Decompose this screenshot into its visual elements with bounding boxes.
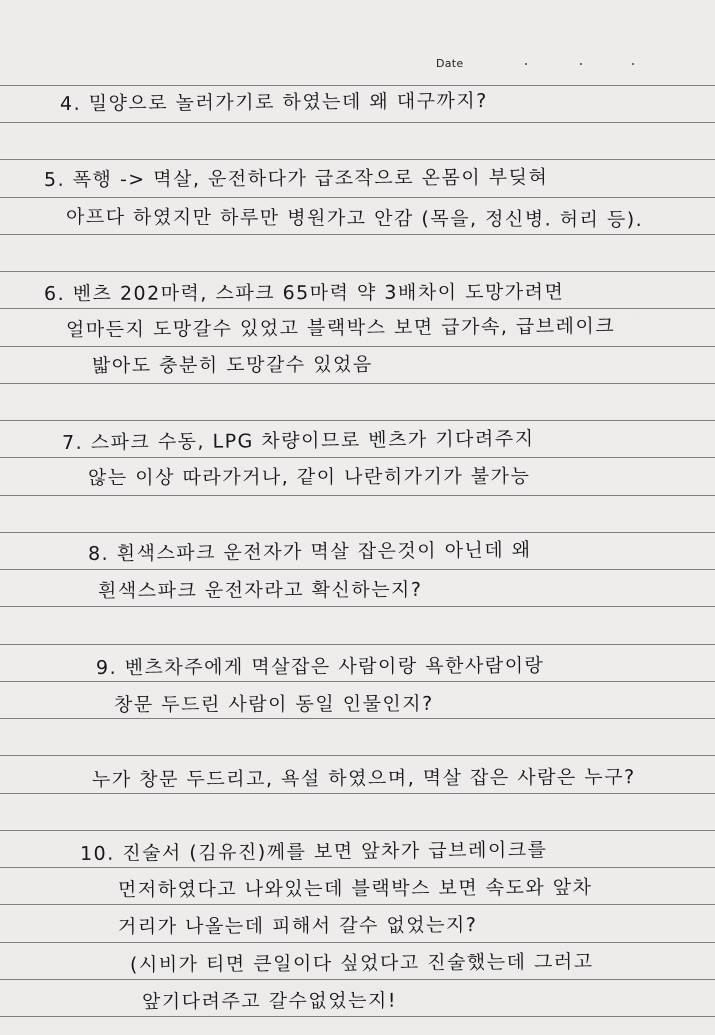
note-line: 먼저하였다고 나와있는데 블랙박스 보면 속도와 앞차	[117, 876, 593, 901]
ruled-line	[0, 495, 715, 496]
ruled-line	[0, 85, 715, 86]
note-line: 않는 이상 따라가거나, 같이 나란히가기가 불가능	[87, 465, 531, 489]
date-dot	[525, 63, 527, 65]
note-line: 얼마든지 도망갈수 있었고 블랙박스 보면 급가속, 급브레이크	[65, 315, 616, 341]
ruled-line	[0, 681, 715, 682]
ruled-line	[0, 122, 715, 123]
ruled-line	[0, 532, 715, 533]
ruled-line	[0, 755, 715, 756]
ruled-line	[0, 383, 715, 384]
note-line: 7. 스파크 수동, LPG 차량이므로 벤츠가 기다려주지	[61, 427, 535, 454]
ruled-line	[0, 644, 715, 645]
ruled-line	[0, 159, 715, 160]
ruled-line	[0, 904, 715, 905]
ruled-line	[0, 308, 715, 309]
note-line: 흰색스파크 운전자라고 확신하는지?	[97, 578, 423, 602]
note-line: 앞기다려주고 갈수없었는지!	[141, 989, 397, 1013]
note-line: 6. 벤츠 202마력, 스파크 65마력 약 3배차이 도망가려면	[43, 281, 565, 305]
ruled-line	[0, 830, 715, 831]
date-dot	[580, 63, 582, 65]
ruled-line	[0, 867, 715, 868]
note-line: (시비가 티면 큰일이다 싶었다고 진술했는데 그러고	[129, 950, 594, 976]
date-dot	[632, 63, 634, 65]
ruled-line	[0, 979, 715, 980]
ruled-line	[0, 346, 715, 347]
ruled-line	[0, 1016, 715, 1017]
note-line: 거리가 나올는데 피해서 갈수 없었는지?	[117, 914, 478, 938]
ruled-line	[0, 569, 715, 570]
note-line: 9. 벤츠차주에게 멱살잡은 사람이랑 욕한사람이랑	[95, 654, 545, 679]
note-line: 창문 두드린 사람이 동일 인물인지?	[113, 692, 434, 716]
ruled-line	[0, 942, 715, 943]
ruled-line	[0, 420, 715, 421]
ruled-line	[0, 197, 715, 198]
note-line: 5. 폭행 -> 멱살, 운전하다가 급조작으로 온몸이 부딪혀	[43, 166, 549, 191]
ruled-line	[0, 271, 715, 272]
ruled-line	[0, 234, 715, 235]
note-line: 아프다 하였지만 하루만 병원가고 안감 (목을, 정신병. 허리 등).	[65, 206, 644, 232]
date-label: Date	[436, 57, 464, 70]
note-line: 누가 창문 두드리고, 욕설 하였으며, 멱살 잡은 사람은 누구?	[91, 766, 636, 791]
ruled-line	[0, 606, 715, 607]
note-line: 밟아도 충분히 도망갈수 있었음	[91, 353, 373, 377]
note-line: 8. 흰색스파크 운전자가 멱살 잡은것이 아닌데 왜	[87, 539, 532, 565]
ruled-line	[0, 457, 715, 458]
ruled-line	[0, 718, 715, 719]
ruled-line	[0, 793, 715, 794]
note-line: 4. 밀양으로 놀러가기로 하였는데 왜 대구까지?	[59, 90, 488, 115]
note-line: 10. 진술서 (김유진)께를 보면 앞차가 급브레이크를	[79, 838, 548, 865]
